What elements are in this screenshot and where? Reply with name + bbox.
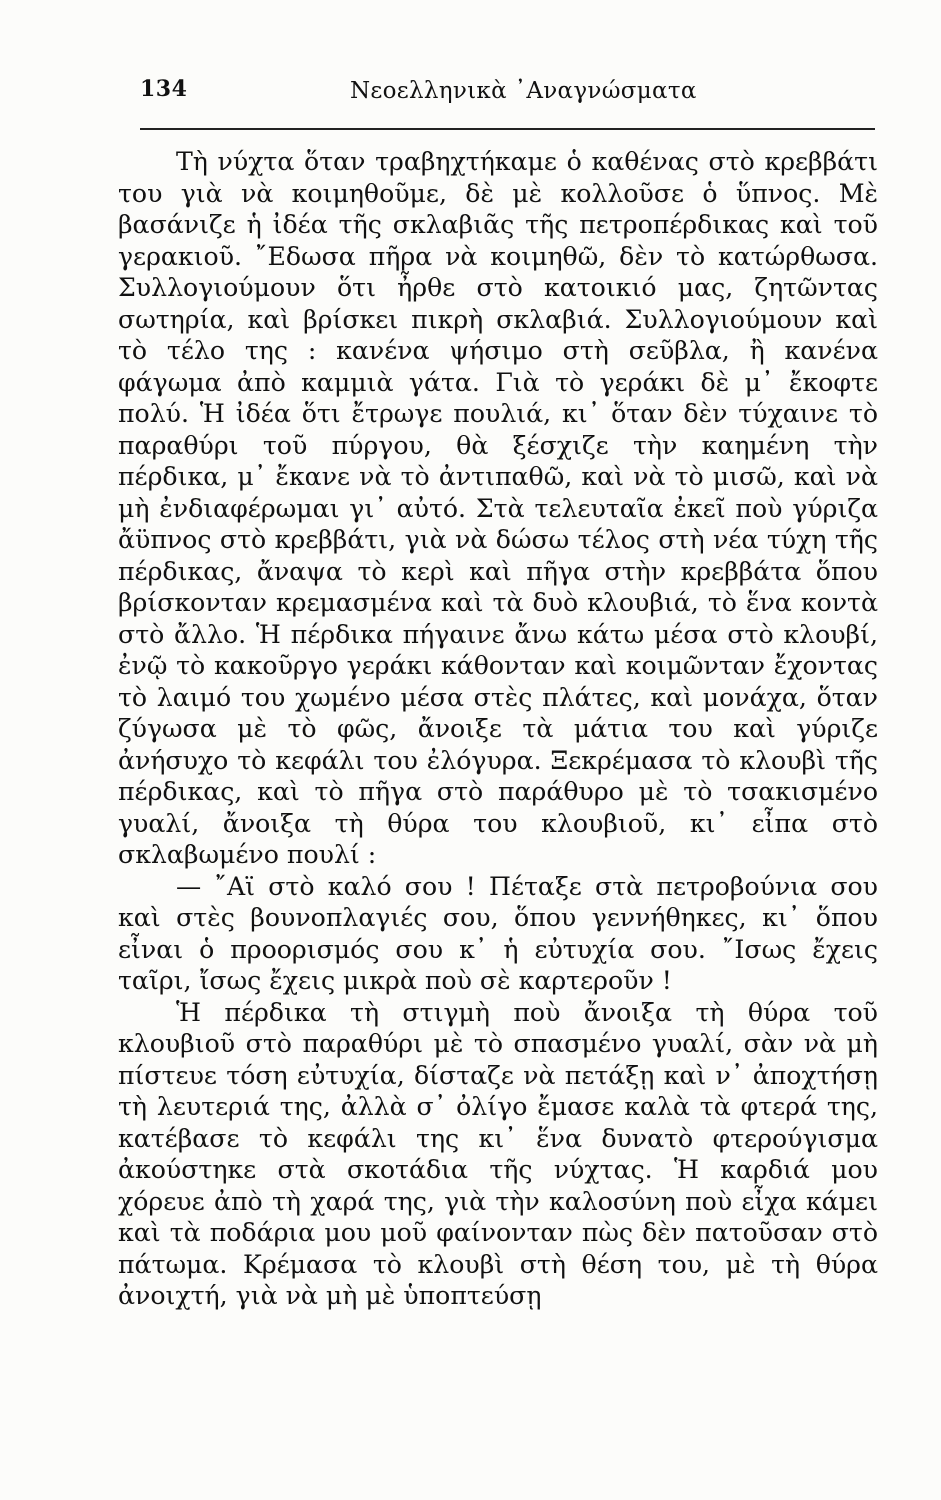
- header-rule: [140, 128, 875, 130]
- paragraph: Τὴ νύχτα ὅταν τραβηχτήκαμε ὁ καθένας στὸ κρεββάτι του γιὰ νὰ κοιμηθοῦμε, δὲ μὲ κολλοῦσε ὁ ὕπνος. Μὲ βασάνιζε ἡ ἰδέα τῆς σκλαβιᾶς τῆς πετροπέρδικας καὶ τοῦ γερακιοῦ. ῎Εδωσα πῆρα νὰ κοιμηθῶ, δὲν τὸ κατώρθωσα. Συλλογιούμουν ὅτι ἦρθε στὸ κατοικιό μας, ζητῶντας σωτηρία, καὶ βρίσκει πικρὴ σκλαβιά. Συλλογιούμουν καὶ τὸ τέλο της : κανένα ψήσιμο στὴ σεῦβλα, ἢ κανένα φάγωμα ἀπὸ καμμιὰ γάτα. Γιὰ τὸ γεράκι δὲ μ᾿ ἔκοφτε πολύ. Ἡ ἰδέα ὅτι ἔτρωγε πουλιά, κι᾿ ὅταν δὲν τύχαινε τὸ παραθύρι τοῦ πύργου, θὰ ξέσχιζε τὴν καημένη τὴν πέρδικα, μ᾿ ἔκανε νὰ τὸ ἀντιπαθῶ, καὶ νὰ τὸ μισῶ, καὶ νὰ μὴ ἐνδιαφέρωμαι γι᾿ αὐτό. Στὰ τελευταῖα ἐκεῖ ποὺ γύριζα ἄϋπνος στὸ κρεββάτι, γιὰ νὰ δώσω τέλος στὴ νέα τύχη τῆς πέρδικας, ἄναψα τὸ κερὶ καὶ πῆγα στὴν κρεββάτα ὅπου βρίσκονταν κρεμασμένα καὶ τὰ δυὸ κλουβιά, τὸ ἕνα κοντὰ στὸ ἄλλο. Ἡ πέρδικα πήγαινε ἄνω κάτω μέσα στὸ κλουβί, ἐνῷ τὸ κακοῦργο γεράκι κάθονταν καὶ κοιμῶνταν ἔχοντας τὸ λαιμό του χωμένο μέσα στὲς πλάτες, καὶ μονάχα, ὅταν ζύγωσα μὲ τὸ φῶς, ἄνοιξε τὰ μάτια του καὶ γύριζε ἀνήσυχο τὸ κεφάλι του ἐλόγυρα. Ξεκρέμασα τὸ κλουβὶ τῆς πέρδικας, καὶ τὸ πῆγα στὸ παράθυρο μὲ τὸ τσακισμένο γυαλί, ἄνοιξα τὴ θύρα του κλουβιοῦ, κι᾿ εἶπα στὸ σκλαβωμένο πουλί :: [118, 147, 878, 869]
- paragraph: Ἡ πέρδικα τὴ στιγμὴ ποὺ ἄνοιξα τὴ θύρα τοῦ κλουβιοῦ στὸ παραθύρι μὲ τὸ σπασμένο γυαλί, σὰν νὰ μὴ πίστευε τόση εὐτυχία, δίσταζε νὰ πετάξῃ καὶ ν᾿ ἀποχτήσῃ τὴ λευτεριά της, ἀλλὰ σ᾿ ὀλίγο ἔμασε καλὰ τὰ φτερά της, κατέβασε τὸ κεφάλι της κι᾿ ἕνα δυνατὸ φτερούγισμα ἀκούστηκε στὰ σκοτάδια τῆς νύχτας. Ἡ καρδιά μου χόρευε ἀπὸ τὴ χαρά της, γιὰ τὴν καλοσύνη ποὺ εἶχα κάμει καὶ τὰ ποδάρια μου μοῦ φαίνονταν πὼς δὲν πατοῦσαν στὸ πάτωμα. Κρέμασα τὸ κλουβὶ στὴ θέση του, μὲ τὴ θύρα ἀνοιχτή, γιὰ νὰ μὴ μὲ ὑποπτεύσῃ: [118, 997, 878, 1310]
- dialogue-paragraph: — ῎Αϊ στὸ καλό σου ! Πέταξε στὰ πετροβούνια σου καὶ στὲς βουνοπλαγιές σου, ὅπου γεννήθηκες, κι᾿ ὅπου εἶναι ὁ προορισμός σου κ᾿ ἡ εὐτυχία σου. ῎Ισως ἔχεις ταῖρι, ἴσως ἔχεις μικρὰ ποὺ σὲ καρτεροῦν !: [118, 871, 878, 995]
- page-number: 134: [140, 76, 188, 102]
- page-header: [140, 72, 875, 112]
- body-text: [118, 146, 878, 1312]
- running-title: Νεοελληνικὰ ᾿Αναγνώσματα: [350, 78, 697, 104]
